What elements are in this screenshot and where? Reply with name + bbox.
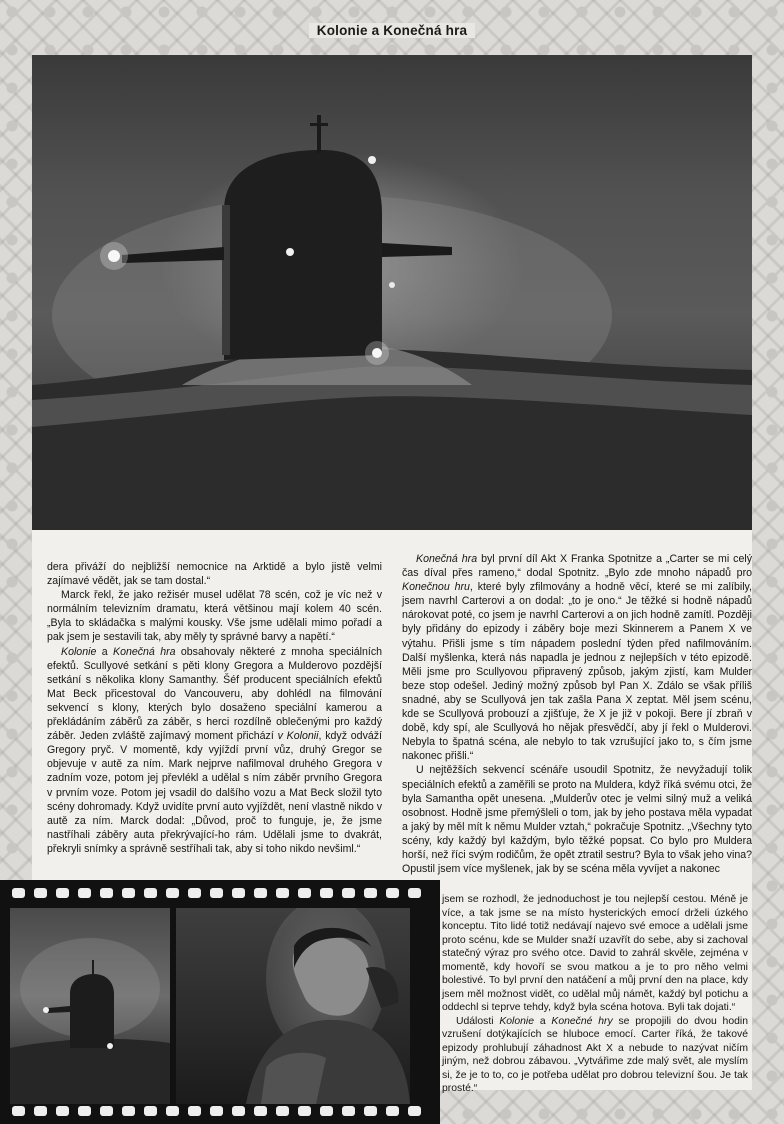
submarine-illustration bbox=[32, 55, 752, 530]
right-text-column bbox=[402, 552, 752, 876]
text-span: a bbox=[96, 645, 113, 658]
submarine-still-photo bbox=[10, 908, 170, 1104]
sprocket-row-bottom bbox=[0, 1106, 440, 1120]
submarine-photo bbox=[32, 55, 752, 530]
episode-title: Konečná hra bbox=[113, 645, 176, 658]
paragraph: dera přiváží do nejbližší nemocnice na Arktidě a bylo jistě velmi zajímavé vědět, jak se tam dostal.“ bbox=[47, 561, 382, 588]
paragraph bbox=[47, 645, 382, 856]
text-span: a bbox=[534, 1015, 552, 1027]
paragraph bbox=[402, 552, 752, 763]
page-title: Kolonie a Konečná hra bbox=[309, 23, 475, 38]
mulder-still-illustration bbox=[176, 908, 410, 1104]
text-span: Události bbox=[456, 1015, 500, 1027]
text-span: , které byly zfilmovány a hodně věcí, které se mi zalíbily, jsem navrhl Carterovi a on dodal: „to je ono.“ Je těžké si hodně nápadů nárokovat poté, co jsem je navrhl Carterovi a on jich hodně zamítl. Později byly přidány do epizody i záběry boje mezi Skinnerem a Panem X ve výtahu. Přišli jsme s tím nápadem poslední týden před nafilmováním. Další myšlenka, která nás napadla je jednou z nejlepších v této epizodě. Měli jsme pro Scullyovou připravený způsob, jakým zjistí, kam Mulder beze stop odešel. Jediný možný způsob byl Pan X. Zdálo se však příliš snadné, aby se Scullyová jen tak zašla Pana X zeptat. Měl jsem scénu, kde se Scullyová probouzí a zjišťuje, že X je již v pokoji. Bere jí zbraň v době, kdy spí, ale Scullyová ho nějak přesvědčí, aby jí řekl o Mulderovi. Nebyla to špatná scéna, ale nebylo to tak vzrušující jako to, s čím jsme nakonec přišli.“ bbox=[402, 581, 752, 763]
right-text-column-lower bbox=[442, 893, 748, 1096]
text-span: se propojili do dvou hodin vzrušení dotýkajících se hluboce emocí. Carter říká, že takové epizody prohlubují záhadnost Akt X a nebude to nazývat ničím jiným, než dobrou zábavou. „Vytvářime zde malý svět, ale myslím si, že je to to, co je potřeba udělat pro dobrou televizní šou. Je tak prosté.“ bbox=[442, 1015, 748, 1094]
episode-title: Konečnou hru bbox=[402, 581, 470, 594]
episode-title: Kolonie bbox=[499, 1015, 535, 1027]
episode-title: Konečné hry bbox=[551, 1015, 613, 1027]
sprocket-row-top bbox=[0, 888, 440, 902]
text-span: byl první díl Akt X Franka Spotnitze a „Carter se mi celý čas díval přes rameno,“ dodal Spotnitz. „Bylo zde mnoho nápadů pro bbox=[402, 553, 753, 580]
episode-title: Konečná hra bbox=[416, 553, 478, 565]
paragraph: jsem se rozhodl, že jednoduchost je tou nejlepší cestou. Méně je více, a tak jsme se na místo hysterických emocí drželi úzkého konceptu. Tito lidé totiž nedávají najevo své emoce a udělali jsme proto scénu, kde se Mulder snaží uzavřít do sebe, aby si zachoval statečný výraz pro svého otce. David to zahrál skvěle, zejména v momentě, kdy hovoří se svou matkou a je to pro něho velmi bolestivé. To byl první den natáčení a můj první den na place, kdy jsem měl možnost vidět, co udělal můj námět, každý byl potichu a oddechl si teprve tehdy, když byla scéna hotova. Byli tak dojati.“ bbox=[442, 894, 748, 1013]
episode-title: Kolonie bbox=[61, 645, 97, 658]
submarine-still-illustration bbox=[10, 908, 170, 1104]
left-text-column bbox=[47, 560, 382, 856]
filmstrip bbox=[0, 880, 440, 1124]
episode-title: v Kolonii bbox=[277, 730, 319, 743]
text-span: obsahovaly některé z mnoha speciálních efektů. Scullyové setkání s pěti klony Gregora a Mulderovo pozdější setkání s několika klony Samanthy. Šéf producent speciálních efektů Mat Beck přicestoval do Vancouveru, aby dohlédl na filmování sekvencí s klony, kterých bylo dosaženo speciální kamerou a překládáním záběrů za záběr, s herci rozdílně oblečenými pro každý záběr. Jeden zvláště zajímavý moment přichází bbox=[47, 645, 383, 743]
paragraph: U nejtěžších sekvencí scénáře usoudil Spotnitz, že nevyžadují tolik speciálních efektů a zaměřili se proto na Muldera, když říká svému otci, že byla Samantha opět unesena. „Mulderův otec je velmi silný muž a veliká osobnost. Hodně jsme přemýšleli o tom, jak by jeho postava měla vypadat a jaký by měl mít k němu Mulder vztah,“ pokračuje Spotnitz. „Všechny tyto scény, kdy každý byl každým, bylo těžké popsat. Co bylo pro Muldera horší, než říci svým rodičům, že opět ztratil sestru? Byla to však jeho vina? Opustil jsem více myšlenek, jak by se scéna měla vyvíjet a nakonec bbox=[402, 764, 752, 876]
mulder-still-photo bbox=[176, 908, 410, 1104]
paragraph bbox=[442, 1015, 748, 1096]
page-header bbox=[0, 22, 784, 44]
paragraph: Marck řekl, že jako režisér musel udělat 78 scén, což je víc než v normálním televizním dramatu, která většinou mají kolem 40 scén. „Byla to skládačka s malými kousky. Vše jsme udělali mimo pořadí a pak jsem je sestavili tak, aby měly ty správné barvy a napětí.“ bbox=[47, 589, 382, 644]
text-span: , když odváží Gregory pryč. V momentě, kdy vyjíždí první vůz, druhý Gregor se objevuje v autě za ním. Mark nejprve nafilmoval druhého Gregora v zadním voze, potom jej převlékl a udělal s ním záběr prvního Gregora v prvním voze. Potom jej vsadil do dalšího vozu a Mat Beck složil tyto scény dohromady. Když uvidíte první auto vyjíždět, není vlastně nikdo v autě za ním. Marck dodal: „Důvod, proč to funguje, je, že jsme nastříhali záběry auta překrývající-ho rám. Udělali jsme to dvakrát, překryli snímky a správně sestříhali tak, aby si toho nikdo nevšiml.“ bbox=[47, 730, 382, 855]
